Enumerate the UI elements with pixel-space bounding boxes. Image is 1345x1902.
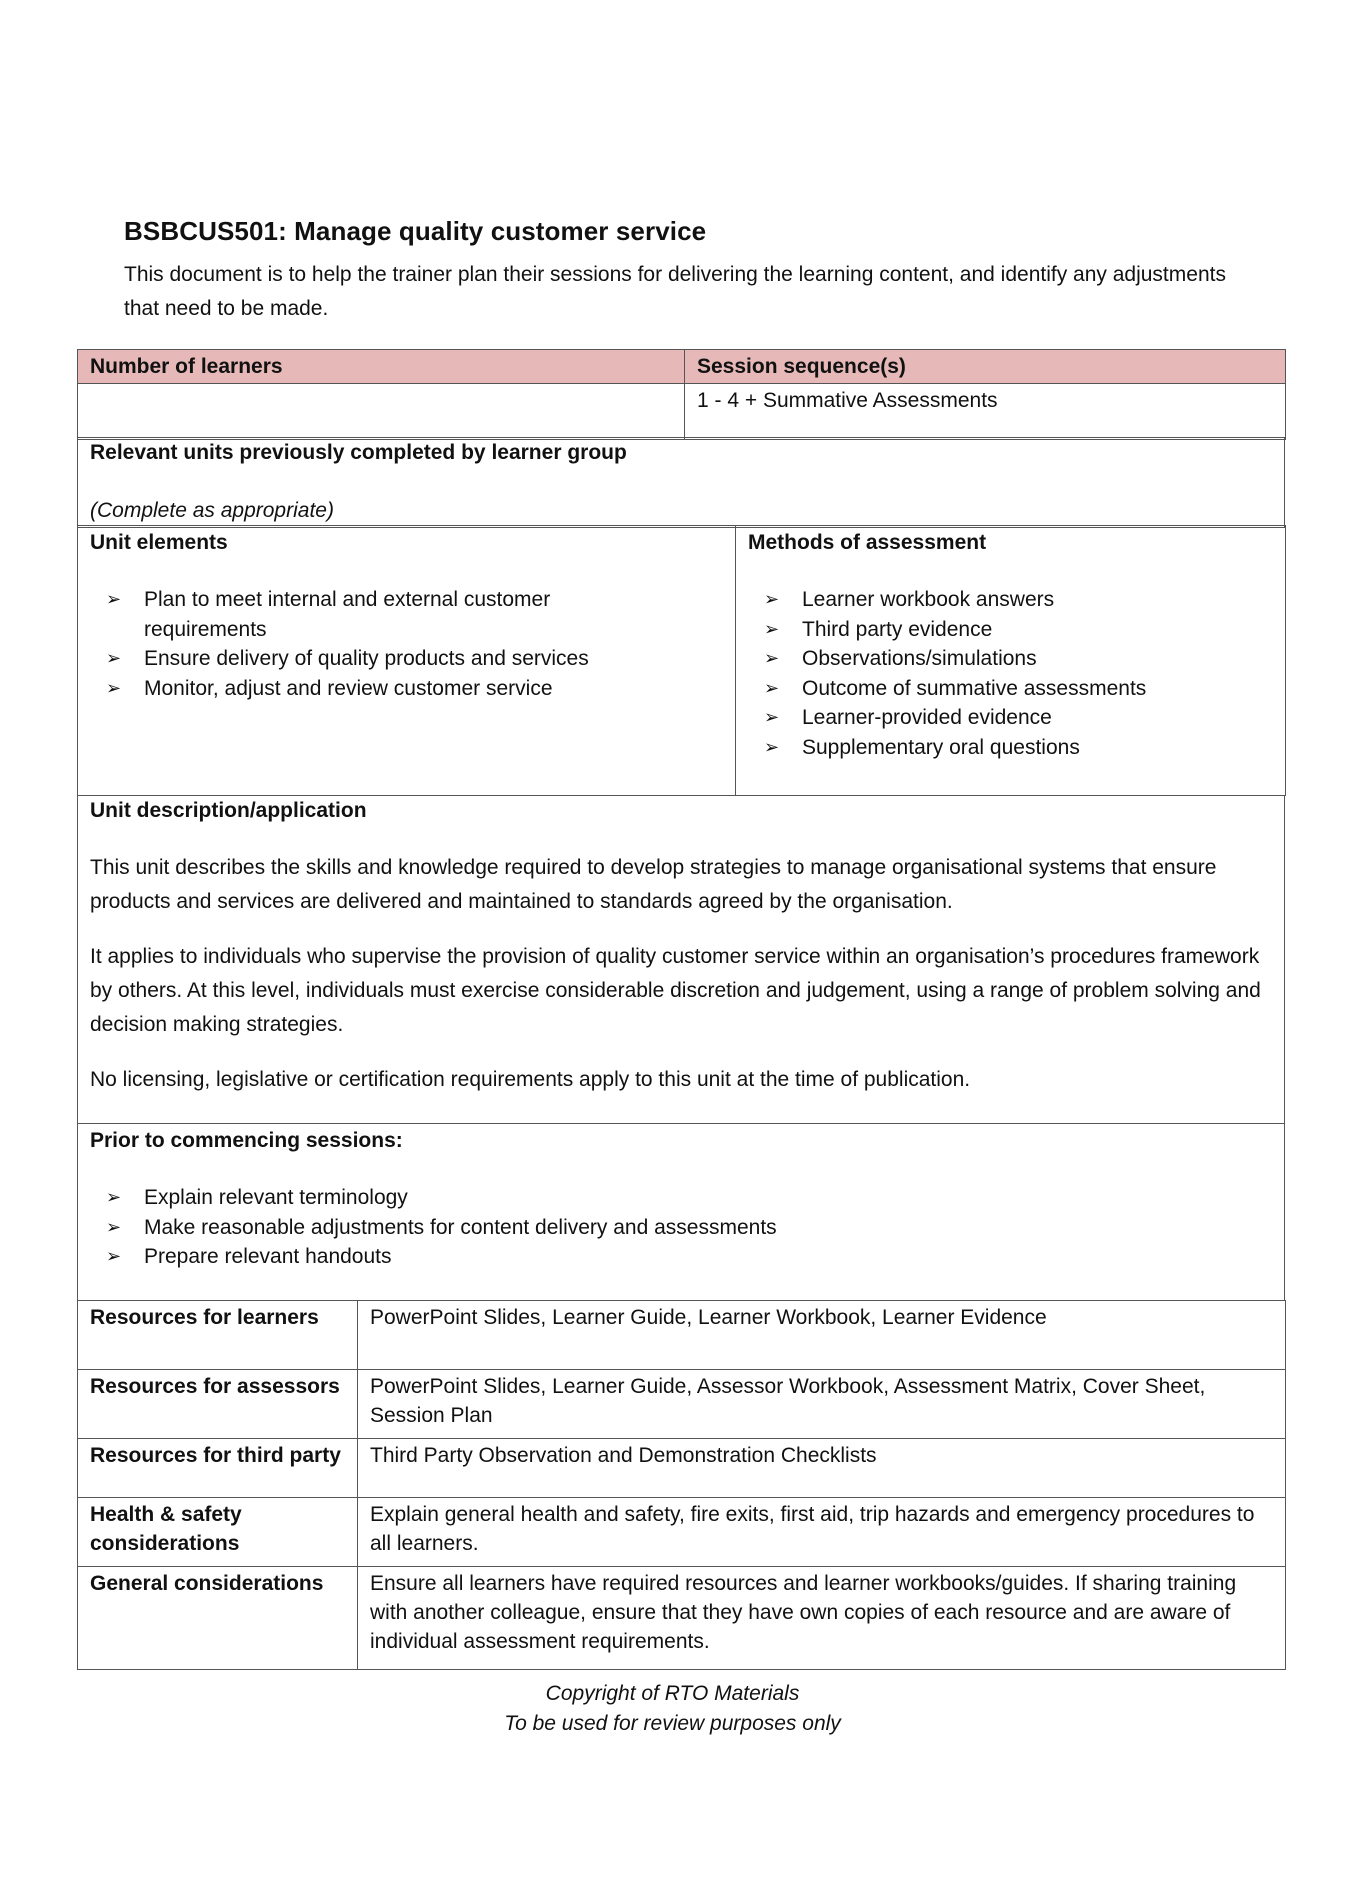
methods-of-assessment-list <box>748 585 1273 762</box>
resources-assessors-value: PowerPoint Slides, Learner Guide, Assessor Workbook, Assessment Matrix, Cover Sheet, Session Plan <box>358 1370 1286 1439</box>
footer-line: Copyright of RTO Materials <box>545 1682 800 1705</box>
prior-sessions-list <box>90 1183 1272 1272</box>
resources-learners-value: PowerPoint Slides, Learner Guide, Learner Workbook, Learner Evidence <box>358 1301 1286 1370</box>
resources-learners-label: Resources for learners <box>78 1301 358 1370</box>
relevant-units-label: Relevant units previously completed by learner group <box>90 441 627 464</box>
relevant-units-table <box>77 437 1285 528</box>
list-item: ➢ Learner-provided evidence <box>802 703 1273 733</box>
list-item: ➢ Monitor, adjust and review customer service <box>144 674 633 704</box>
list-item: ➢ Learner workbook answers <box>802 585 1273 615</box>
unit-elements-label: Unit elements <box>90 531 228 554</box>
prior-sessions-cell <box>78 1124 1285 1301</box>
document-intro: This document is to help the trainer plan their sessions for delivering the learning content, and identify any adjustments that need to be made. <box>124 263 1226 320</box>
resources-third-party-label: Resources for third party <box>78 1439 358 1498</box>
general-considerations-label: General considerations <box>78 1567 358 1670</box>
elements-assessment-table <box>77 525 1286 796</box>
relevant-units-cell <box>78 438 1285 528</box>
resources-assessors-label: Resources for assessors <box>78 1370 358 1439</box>
prior-sessions-label: Prior to commencing sessions: <box>90 1129 403 1152</box>
list-item: ➢ Observations/simulations <box>802 644 1273 674</box>
unit-elements-cell <box>78 526 736 796</box>
unit-description-paragraph: It applies to individuals who supervise the provision of quality customer service within an organisation’s procedures framework by others. At this level, individuals must exercise considerable discretion and judgement, using a range of problem solving and decision making strategies. <box>90 945 1261 1036</box>
list-item: ➢ Plan to meet internal and external customer requirements <box>144 585 633 644</box>
list-item: ➢ Make reasonable adjustments for content delivery and assessments <box>144 1213 1272 1243</box>
session-sequence-label: Session sequence(s) <box>685 350 1286 384</box>
number-of-learners-label: Number of learners <box>78 350 685 384</box>
unit-description-paragraph: No licensing, legislative or certification requirements apply to this unit at the time of publication. <box>90 1068 971 1091</box>
description-table <box>77 795 1285 1301</box>
methods-of-assessment-cell <box>736 526 1286 796</box>
relevant-units-note: (Complete as appropriate) <box>90 499 334 522</box>
unit-description-label: Unit description/application <box>90 799 367 822</box>
unit-description-paragraph: This unit describes the skills and knowledge required to develop strategies to manage organisational systems that ensure products and services are delivered and maintained to standards agreed by the organisation. <box>90 856 1217 913</box>
general-considerations-value: Ensure all learners have required resources and learner workbooks/guides. If sharing training with another colleague, ensure that they have own copies of each resource and are aware of individual assessment requirements. <box>358 1567 1286 1670</box>
list-item: ➢ Third party evidence <box>802 615 1273 645</box>
health-safety-label: Health & safety considerations <box>78 1498 358 1567</box>
number-of-learners-value <box>78 384 685 440</box>
list-item: ➢ Ensure delivery of quality products and services <box>144 644 633 674</box>
copyright-footer <box>0 1679 1345 1739</box>
session-header-table <box>77 349 1286 440</box>
list-item: ➢ Supplementary oral questions <box>802 733 1273 763</box>
session-sequence-value: 1 - 4 + Summative Assessments <box>685 384 1286 440</box>
health-safety-value: Explain general health and safety, fire exits, first aid, trip hazards and emergency procedures to all learners. <box>358 1498 1286 1567</box>
list-item: ➢ Explain relevant terminology <box>144 1183 1272 1213</box>
list-item: ➢ Outcome of summative assessments <box>802 674 1273 704</box>
list-item: ➢ Prepare relevant handouts <box>144 1242 1272 1272</box>
document-title: BSBCUS501: Manage quality customer service <box>124 216 707 246</box>
resources-third-party-value: Third Party Observation and Demonstration Checklists <box>358 1439 1286 1498</box>
unit-elements-list <box>90 585 723 703</box>
unit-description-cell <box>78 796 1285 1124</box>
footer-line: To be used for review purposes only <box>504 1712 841 1735</box>
resources-table <box>77 1300 1286 1670</box>
methods-of-assessment-label: Methods of assessment <box>748 531 987 554</box>
